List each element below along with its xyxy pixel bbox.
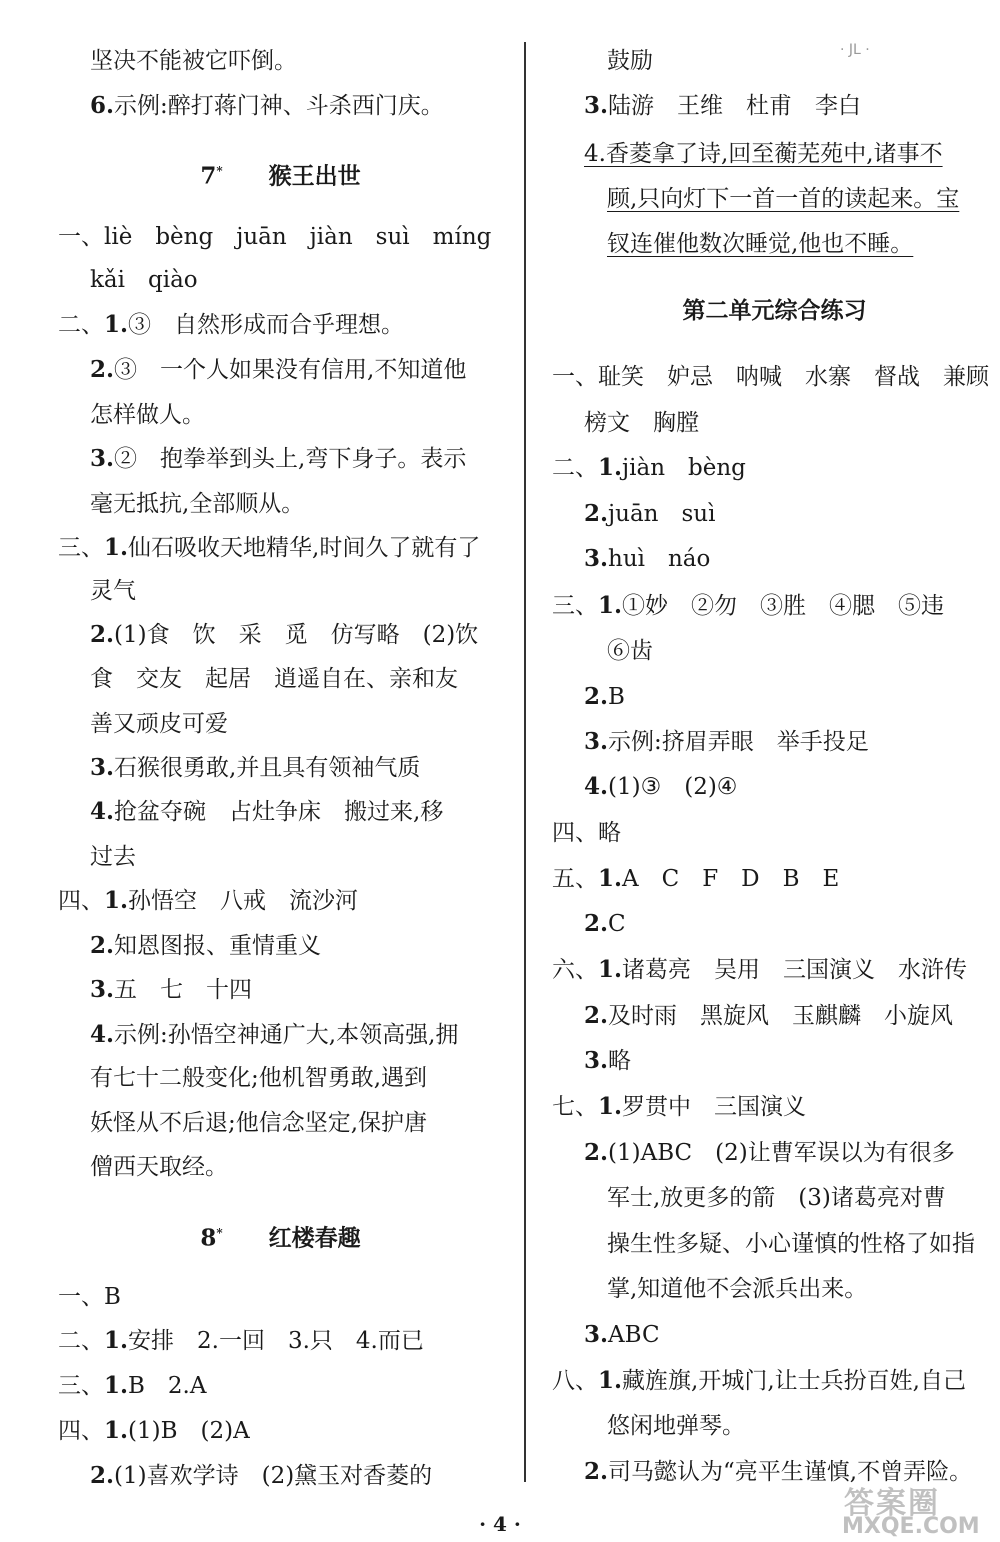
- answer-line: 妖怪从不后退;他信念坚定,保护唐: [90, 1110, 428, 1136]
- answer-line: 五、1.A C F D B E: [552, 865, 840, 892]
- answer-line: 3.陆游 王维 杜甫 李白: [584, 92, 862, 119]
- answer-line: kǎi qiào: [90, 267, 198, 293]
- answer-line: 三、1.①妙 ②勿 ③胜 ④腮 ⑤违: [552, 592, 945, 619]
- answer-line: 怎样做人。: [90, 402, 205, 428]
- answer-line: 3.② 抱拳举到头上,弯下身子。表示: [90, 445, 467, 472]
- answer-line: 2.(1)食 饮 采 觅 仿写略 (2)饮: [90, 621, 479, 648]
- answer-line: 一、耻笑 妒忌 呐喊 水寨 督战 兼顾: [552, 364, 989, 390]
- answer-line: 4.示例:孙悟空神通广大,本领高强,拥: [90, 1021, 459, 1048]
- answer-line: 3.huì náo: [584, 545, 711, 572]
- answer-line: 2.juān suì: [584, 500, 716, 527]
- watermark: [838, 1478, 996, 1538]
- answer-line: 六、1.诸葛亮 吴用 三国演义 水浒传: [552, 956, 968, 983]
- answer-line: 四、略: [552, 820, 621, 846]
- answer-line: 八、1.藏旌旗,开城门,让士兵扮百姓,自己: [552, 1367, 966, 1394]
- answer-line: 四、1.(1)B (2)A: [58, 1417, 250, 1444]
- answer-text: 示例:醉打蒋门神、斗杀西门庆。: [114, 93, 444, 119]
- lesson-8-title: 8* 红楼春趣: [200, 1224, 361, 1252]
- answer-line: 一、B: [58, 1284, 121, 1310]
- answer-line: 坚决不能被它吓倒。: [90, 48, 297, 74]
- item-number: 6.: [90, 92, 115, 119]
- column-divider: [524, 42, 526, 1482]
- answer-line: 毫无抵抗,全部顺从。: [90, 491, 305, 517]
- answer-line: 3.略: [584, 1047, 632, 1074]
- answer-line: 鼓励: [607, 48, 653, 74]
- answer-line: 2.B: [584, 683, 625, 710]
- answer-line-underlined: 顾,只向灯下一首一首的读起来。宝: [607, 186, 960, 212]
- answer-line: 善又顽皮可爱: [90, 711, 228, 737]
- answer-line: 3.石猴很勇敢,并且具有领袖气质: [90, 754, 421, 781]
- corner-mark: · JL ·: [840, 42, 870, 58]
- lesson-7-title: 7* 猴王出世: [200, 162, 361, 190]
- answer-line: 3.ABC: [584, 1321, 660, 1348]
- answer-line-underlined: 钗连催他数次睡觉,他也不睡。: [607, 231, 914, 257]
- answer-line: 2.③ 一个人如果没有信用,不知道他: [90, 356, 467, 383]
- answer-line: 三、1.仙石吸收天地精华,时间久了就有了: [58, 534, 481, 561]
- answer-line-underlined: 4.香菱拿了诗,回至蘅芜苑中,诸事不: [584, 141, 943, 167]
- answer-line: 四、1.孙悟空 八戒 流沙河: [58, 887, 359, 914]
- answer-line: 七、1.罗贯中 三国演义: [552, 1093, 807, 1120]
- answer-line: 掌,知道他不会派兵出来。: [607, 1276, 868, 1302]
- answer-line: 悠闲地弹琴。: [607, 1413, 745, 1439]
- answer-line: 2.知恩图报、重情重义: [90, 932, 322, 959]
- answer-line: 过去: [90, 844, 136, 870]
- answer-line: 食 交友 起居 逍遥自在、亲和友: [90, 666, 458, 692]
- answer-line: 军士,放更多的箭 (3)诸葛亮对曹: [607, 1185, 946, 1211]
- answer-line: 二、1.③ 自然形成而合乎理想。: [58, 311, 405, 338]
- answer-line: ⑥齿: [607, 638, 653, 664]
- answer-line: 2.(1)喜欢学诗 (2)黛玉对香菱的: [90, 1462, 433, 1489]
- watermark-url: MXQE.COM: [842, 1514, 980, 1539]
- answer-line: 灵气: [90, 578, 136, 604]
- page-number: · 4 ·: [479, 1512, 521, 1536]
- answer-line: 榜文 胸膛: [584, 410, 699, 436]
- answer-line: 二、1.安排 2.一回 3.只 4.而已: [58, 1327, 424, 1354]
- answer-line: 操生性多疑、小心谨慎的性格了如指: [607, 1231, 975, 1257]
- answer-line: 一、liè bèng juān jiàn suì míng: [58, 224, 492, 250]
- answer-line: 僧西天取经。: [90, 1154, 228, 1180]
- answer-line: 2.C: [584, 910, 626, 937]
- answer-line: [90, 91, 444, 121]
- answer-line: 3.示例:挤眉弄眼 举手投足: [584, 728, 869, 755]
- watermark-logo: 答案圈: [844, 1486, 940, 1521]
- answer-line: 4.(1)③ (2)④: [584, 773, 738, 800]
- answer-line: 2.(1)ABC (2)让曹军误以为有很多: [584, 1139, 955, 1166]
- answer-line: 3.五 七 十四: [90, 976, 253, 1003]
- answer-line: 三、1.B 2.A: [58, 1372, 207, 1399]
- answer-line: 4.抢盆夺碗 占灶争床 搬过来,移: [90, 798, 444, 825]
- answer-line: 2.及时雨 黑旋风 玉麒麟 小旋风: [584, 1002, 954, 1029]
- unit-2-title: 第二单元综合练习: [682, 297, 867, 324]
- answer-line: 二、1.jiàn bèng: [552, 454, 746, 481]
- answer-line: 2.司马懿认为“亮平生谨慎,不曾弄险。: [584, 1458, 973, 1485]
- answer-line: 有七十二般变化;他机智勇敢,遇到: [90, 1065, 428, 1091]
